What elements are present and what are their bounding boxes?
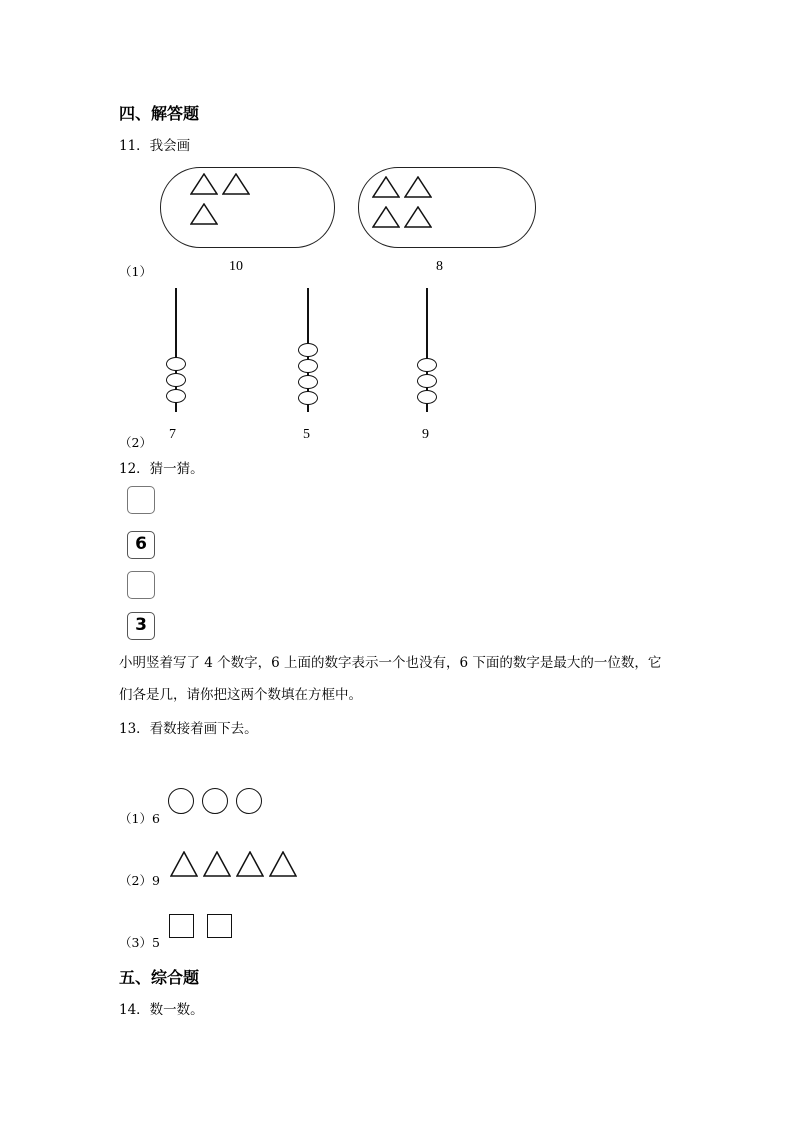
abacus-number: 7 bbox=[169, 427, 176, 442]
circle-shape bbox=[202, 788, 228, 814]
circle-shape bbox=[168, 788, 194, 814]
abacus-number: 5 bbox=[303, 427, 310, 442]
draw-item-label: （1）6 bbox=[119, 811, 160, 826]
question-12-text: 小明竖着写了 4 个数字，6 上面的数字表示一个也没有，6 下面的数字是最大的一位数，它 bbox=[119, 655, 662, 671]
triangle-icon bbox=[190, 173, 218, 195]
abacus-bead bbox=[166, 373, 186, 387]
triangle-icon bbox=[372, 206, 400, 228]
abacus-bead bbox=[298, 391, 318, 405]
abacus-number: 9 bbox=[422, 427, 429, 442]
triangle-icon bbox=[236, 851, 264, 877]
square-shape bbox=[169, 914, 194, 938]
section-title: 四、解答题 bbox=[119, 104, 200, 123]
abacus-bead bbox=[298, 359, 318, 373]
circle-shape bbox=[236, 788, 262, 814]
part-label: （2） bbox=[119, 435, 152, 450]
draw-item-label: （2）9 bbox=[119, 873, 160, 888]
digit-box: 6 bbox=[127, 531, 155, 559]
triangle-icon bbox=[404, 206, 432, 228]
triangle-icon bbox=[170, 851, 198, 877]
triangle-icon bbox=[203, 851, 231, 877]
question-11-title: 11．我会画 bbox=[119, 138, 191, 154]
abacus-bead bbox=[417, 374, 437, 388]
abacus-bead bbox=[166, 389, 186, 403]
triangle-icon bbox=[404, 176, 432, 198]
triangle-icon bbox=[190, 203, 218, 225]
abacus-bead bbox=[417, 390, 437, 404]
left-number: 10 bbox=[229, 259, 243, 274]
answer-box[interactable] bbox=[127, 486, 155, 514]
triangle-icon bbox=[222, 173, 250, 195]
abacus-bead bbox=[298, 343, 318, 357]
abacus-bead bbox=[298, 375, 318, 389]
right-number: 8 bbox=[436, 259, 443, 274]
question-14-title: 14．数一数。 bbox=[119, 1002, 204, 1018]
question-12-text: 们各是几，请你把这两个数填在方框中。 bbox=[119, 687, 362, 703]
question-13-title: 13．看数接着画下去。 bbox=[119, 721, 258, 737]
abacus-bead bbox=[417, 358, 437, 372]
triangle-icon bbox=[269, 851, 297, 877]
question-12-title: 12．猜一猜。 bbox=[119, 461, 204, 477]
square-shape bbox=[207, 914, 232, 938]
digit-box: 3 bbox=[127, 612, 155, 640]
part-label: （1） bbox=[119, 264, 152, 279]
abacus-bead bbox=[166, 357, 186, 371]
section-title: 五、综合题 bbox=[119, 968, 200, 987]
draw-item-label: （3）5 bbox=[119, 935, 160, 950]
triangle-icon bbox=[372, 176, 400, 198]
answer-box[interactable] bbox=[127, 571, 155, 599]
